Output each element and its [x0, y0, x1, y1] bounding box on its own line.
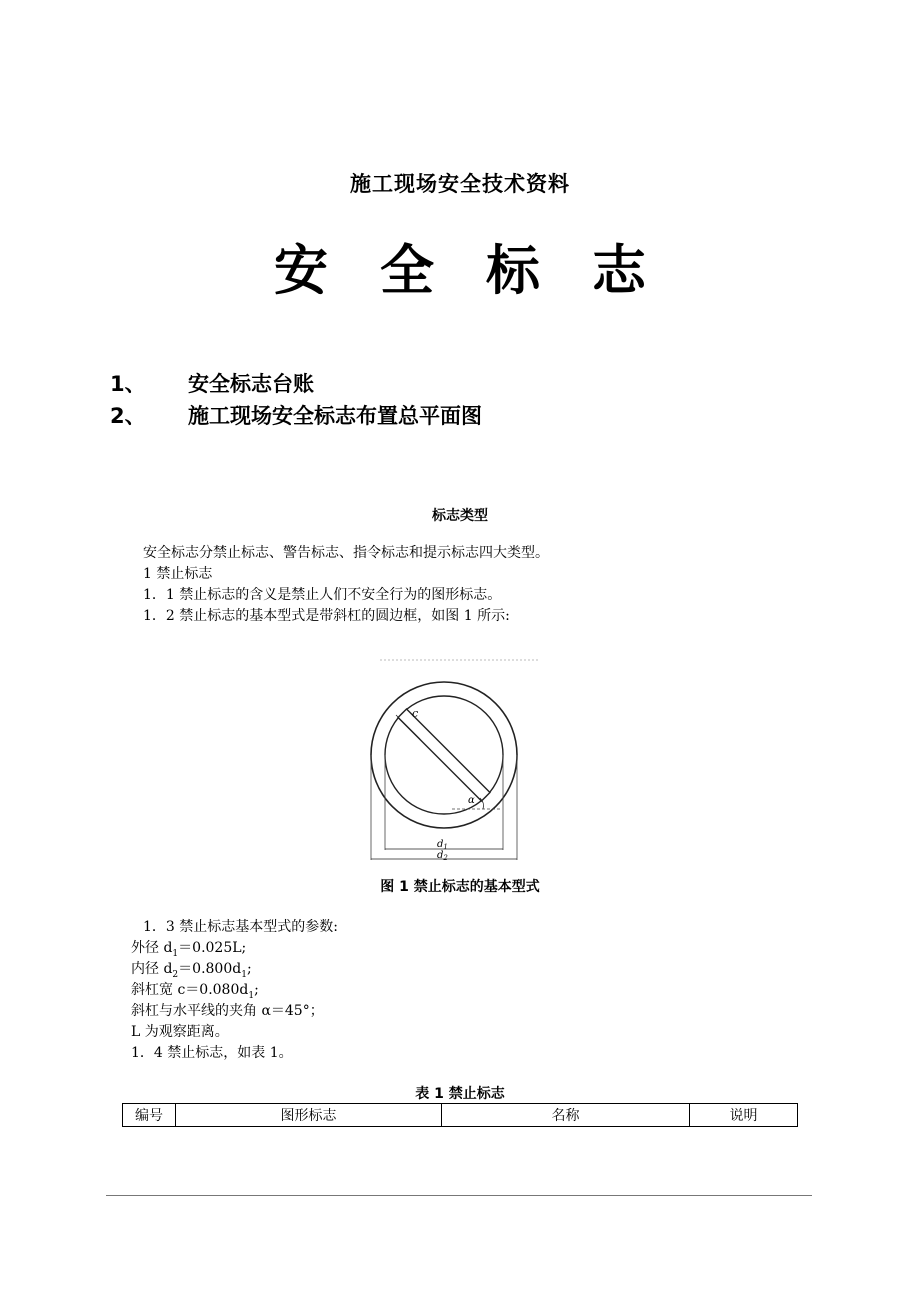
toc-item-2: [110, 400, 482, 430]
section-heading: 标志类型: [432, 508, 488, 524]
label-d1: $d_1$: [437, 839, 448, 851]
toc-number: 1、: [110, 372, 146, 396]
main-title-char: 标: [486, 239, 540, 302]
toc-item-1: [110, 368, 314, 398]
figure-caption: 图 1 禁止标志的基本型式: [380, 879, 540, 895]
paragraph-1-4: 1．4 禁止标志，如表 1。: [131, 1045, 293, 1061]
table-header-cell: 说明: [690, 1104, 798, 1127]
intro-paragraph: 安全标志分禁止标志、警告标志、指令标志和提示标志四大类型。: [143, 545, 549, 561]
param-outer-diameter: 外径 $d_1=0.025L$;: [131, 940, 247, 959]
label-d2: $d_2$: [437, 850, 448, 862]
main-title-char: 安: [274, 239, 328, 302]
table-header-row: [123, 1104, 798, 1127]
toc-label: 施工现场安全标志布置总平面图: [188, 404, 482, 428]
prohibition-sign-table: [122, 1103, 798, 1127]
document-title: 施工现场安全技术资料: [350, 172, 570, 196]
param-bar-width: 斜杠宽 $c=0.080d_1$;: [131, 982, 259, 1001]
paragraph-1-2: 1．2 禁止标志的基本型式是带斜杠的圆边框，如图 1 所示:: [143, 608, 510, 624]
prohibition-sign-diagram: [340, 655, 580, 870]
paragraph-1-1: 1．1 禁止标志的含义是禁止人们不安全行为的图形标志。: [143, 587, 502, 603]
table-header-cell: 名称: [442, 1104, 690, 1127]
sub-heading: 1 禁止标志: [143, 566, 213, 582]
main-title-char: 志: [592, 239, 646, 302]
table-header-cell: 编号: [123, 1104, 176, 1127]
footer-divider: [106, 1195, 812, 1196]
param-inner-diameter: 内径 $d_2=0.800d_1$;: [131, 961, 252, 980]
label-c: c: [412, 707, 419, 720]
param-angle: 斜杠与水平线的夹角 α＝45°；: [131, 1003, 324, 1019]
toc-label: 安全标志台账: [188, 372, 314, 396]
table-header-cell: 图形标志: [176, 1104, 442, 1127]
params-heading: 1．3 禁止标志基本型式的参数:: [143, 919, 338, 935]
toc-number: 2、: [110, 404, 146, 428]
label-alpha: α: [468, 795, 475, 806]
main-title-char: 全: [380, 239, 434, 302]
diagonal-bar: [398, 709, 490, 801]
main-title: [0, 228, 920, 305]
param-distance: L 为观察距离。: [131, 1024, 229, 1040]
table-caption: 表 1 禁止标志: [415, 1086, 505, 1102]
